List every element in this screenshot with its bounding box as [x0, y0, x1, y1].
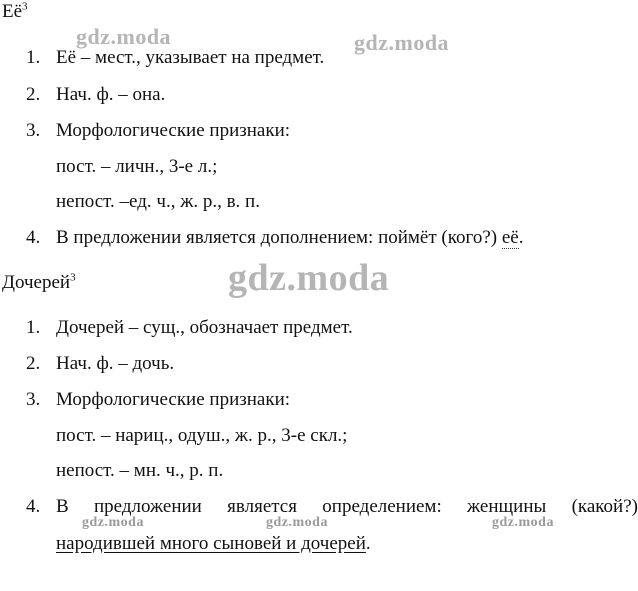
- item-text: [56, 496, 638, 518]
- item-text: [56, 227, 523, 249]
- underlined-word: её: [501, 227, 519, 248]
- item-text-end: .: [365, 533, 371, 554]
- item-word: В: [56, 496, 69, 517]
- item-text: Нач. ф. – она.: [56, 84, 166, 105]
- item-word: определением:: [322, 496, 442, 517]
- item-word: (какой?): [571, 496, 638, 517]
- watermark: gdz.moda: [492, 515, 554, 530]
- item-text: Морфологические признаки:: [56, 120, 291, 141]
- permanent-features: пост. – личн., 3-е л.;: [56, 156, 218, 177]
- item-text: Нач. ф. – дочь.: [56, 353, 175, 374]
- watermark: gdz.moda: [228, 257, 390, 299]
- watermark: gdz.moda: [82, 515, 144, 530]
- item-word: женщины: [467, 496, 547, 517]
- item-text-end: .: [518, 227, 524, 248]
- item-text-part: В предложении является дополнением: поймёт (кого?): [56, 227, 502, 248]
- permanent-features: пост. – нариц., одуш., ж. р., 3-е скл.;: [56, 425, 348, 446]
- heading-word: Её: [2, 1, 23, 22]
- heading-word: Дочерей: [2, 272, 71, 293]
- watermark: gdz.moda: [76, 24, 172, 49]
- heading-sup: 3: [70, 271, 76, 284]
- section-heading: [2, 272, 76, 294]
- watermark: gdz.moda: [354, 30, 450, 55]
- item-text-continued: [56, 533, 371, 555]
- item-number: 2.: [26, 353, 41, 374]
- underlined-phrase: народившей много сыновей и дочерей: [56, 533, 366, 554]
- item-text: Морфологические признаки:: [56, 389, 291, 410]
- item-text: Её – мест., указывает на предмет.: [56, 47, 325, 68]
- item-number: 2.: [26, 84, 41, 105]
- item-number: 1.: [26, 317, 41, 338]
- item-word: является: [227, 496, 297, 517]
- item-text: Дочерей – сущ., обозначает предмет.: [56, 317, 353, 338]
- item-number: 1.: [26, 47, 41, 68]
- item-word: предложении: [94, 496, 202, 517]
- non-permanent-features: непост. – мн. ч., р. п.: [56, 460, 224, 481]
- non-permanent-features: непост. –ед. ч., ж. р., в. п.: [56, 191, 260, 212]
- item-number: 3.: [26, 389, 41, 410]
- watermark: gdz.moda: [266, 515, 328, 530]
- heading-sup: 3: [22, 0, 28, 13]
- section-heading: [2, 1, 28, 23]
- item-number: 4.: [26, 227, 41, 248]
- item-number: 4.: [26, 496, 41, 517]
- item-number: 3.: [26, 120, 41, 141]
